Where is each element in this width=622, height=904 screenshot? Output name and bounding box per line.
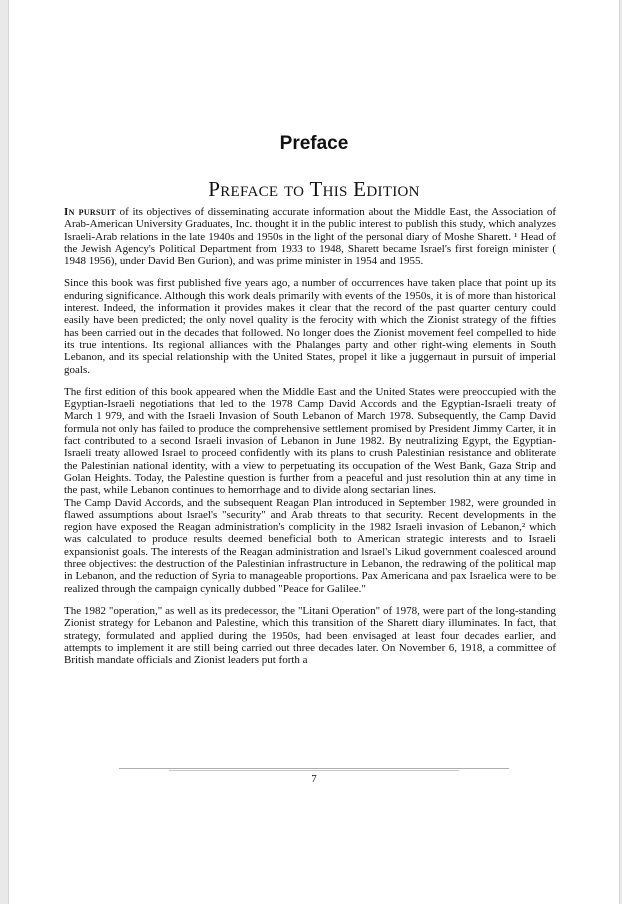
section-title: Preface to This Edition — [208, 177, 420, 201]
paragraph-1 — [64, 206, 556, 267]
paragraph-3: The first edition of this book appeared when the Middle East and the United States were preoccupied with the Egyptian-Israeli negotiations that led to the 1978 Camp David Accords and the Egyptian-Israeli treaty of March 1 979, and with the Israeli Invasion of South Lebanon of March 1978. Subsequently, the Camp David formula not only has failed to produce the comprehensive settlement promised by President Jimmy Carter, it in fact contributed to a second Israeli invasion of Lebanon in June 1982. By neutralizing Egypt, the Egyptian-Israeli treaty allowed Israel to proceed confidently with its plans to crush Palestinian resistance and obliterate the Palestinian national identity, with a view to perpetuating its occupation of the West Bank, Gaza Strip and Golan Heights. Today, the Palestine question is further from a peaceful and just resolution thin at any time in the past, while Lebanon continues to hemorrhage and to divide along sectarian lines. — [64, 385, 556, 497]
page-number: 7 — [311, 773, 317, 785]
paragraph-1-text: of its objectives of disseminating accurate information about the Middle East, the Association of Arab-American University Graduates, Inc. thought it in the public interest to publish this study, which analyzes Israeli-Arab relations in the late 1940s and 1950s in the light of the personal diary of Moshe Sharett. ¹ Head of the Jewish Agency's Political Department from 1933 to 1948, Sharett became Israel's first foreign minister ( 1948 1956), under David Ben Gurion), and was prime minister in 1954 and 1955. — [64, 206, 556, 268]
page-title: Preface — [279, 133, 349, 154]
paragraph-5: The 1982 "operation," as well as its predecessor, the "Litani Operation" of 1978, were part of the long-standing Zionist strategy for Lebanon and Palestine, which this transition of the Sharett diary illuminates. In fact, that strategy, formulated and applied during the 1950s, had been envisaged at least four decades earlier, and attempts to implement it are still being carried out three decades later. On November 6, 1918, a committee of British mandate officials and Zionist leaders put forth a — [64, 604, 556, 667]
body-text — [64, 206, 556, 676]
footer-divider-inner — [169, 770, 459, 771]
lead-in-caps: In pursuit — [64, 206, 116, 218]
paragraph-2: Since this book was first published five years ago, a number of occurrences have taken place that point up its enduring significance. Although this work deals primarily with events of the 1950s, it is of more than historical interest. Indeed, the information it provides makes it clear that the record of the past quarter century could easily have been predicted; the only novel quality is the ferocity with which the Zionist strategy of the fifties has been carried out in the decades that followed. No longer does the Zionist movement feel compelled to hide its true intentions. Its regional alliances with the Phalanges party and other right-wing elements in South Lebanon, and its special relationship with the United States, propel it like a juggernaut in pursuit of imperial goals. — [64, 277, 556, 376]
document-page — [8, 0, 620, 904]
paragraph-4: The Camp David Accords, and the subsequent Reagan Plan introduced in September 1982, were grounded in flawed assumptions about lsrael's "security" and Arab threats to that security. Recent developments in the region have exposed the Reagan administration's complicity in the 1982 Israeli invasion of Lebanon,² which was calculated to produce results deemed beneficial both to American strategic interests and to Israeli expansionist goals. The interests of the Reagan administration and lsrael's Likud government coalesced around three objectives: the destruction of the Palestinian infrastructure in Lebanon, the redrawing of the political map in Lebanon, and the reduction of Syria to manageable proportions. Pax Americana and pax Israelica were to be realized through the campaign cynically dubbed "Peace for Galilee." — [64, 496, 556, 595]
